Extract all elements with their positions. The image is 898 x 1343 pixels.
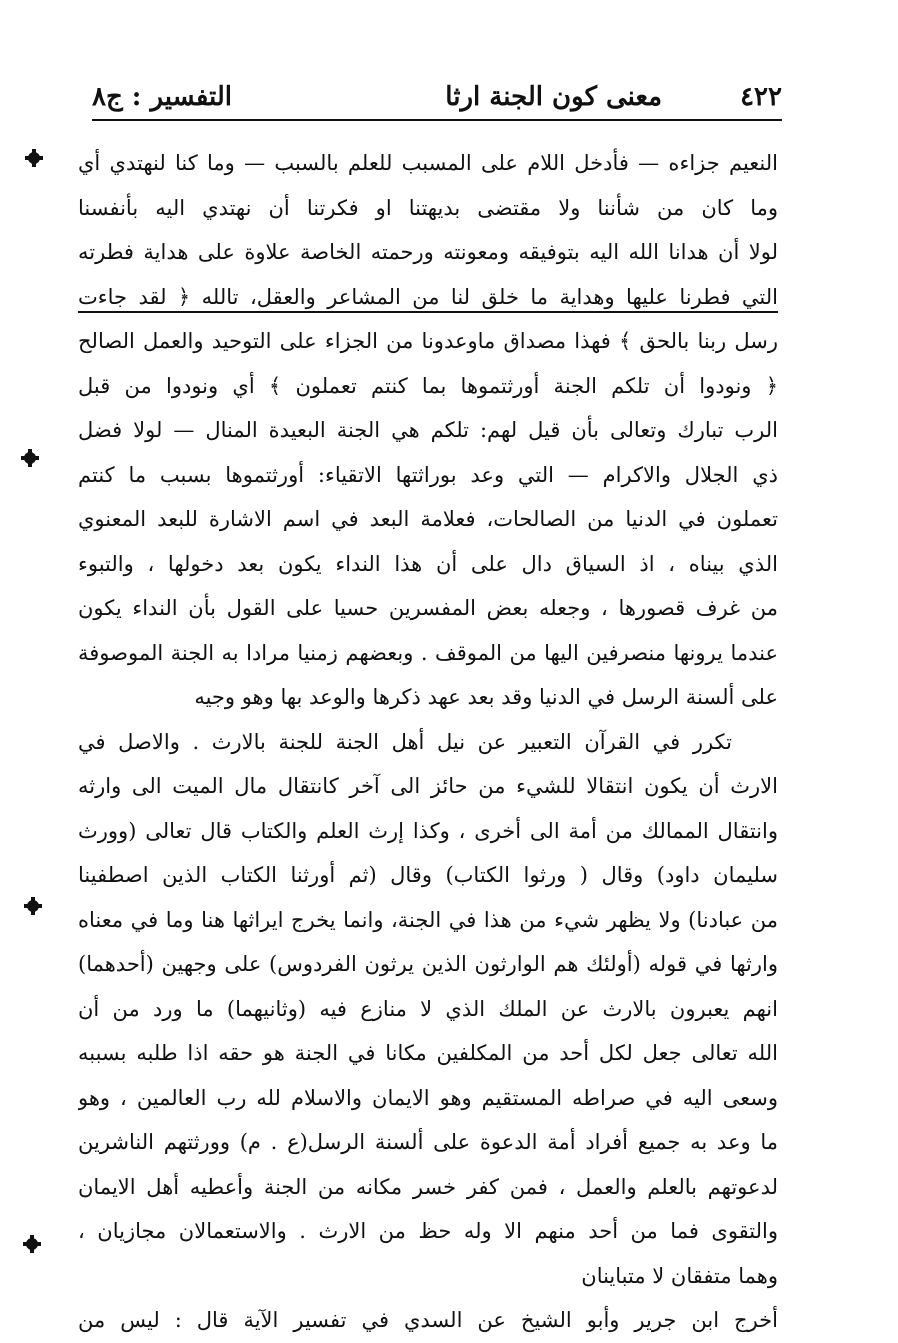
text-line: لولا أن هدانا الله اليه بتوفيقه ومعونته ورحمته الخاصة علاوة على هداية فطرته: [78, 240, 778, 264]
text-line: وهما متفقان لا متباينان: [581, 1263, 778, 1288]
text-line: تكرر في القرآن التعبير عن نيل أهل الجنة للجنة بالارث . والاصل في: [78, 729, 732, 754]
text-line: وارثها في قوله (أولئك هم الوارثون الذين يرثون الفردوس) على وجهين (أحدهما): [78, 952, 778, 976]
text-line: الارث أن يكون انتقالا للشيء من حائز الى آخر كانتقال مال الميت الى وارثه: [78, 774, 778, 798]
text-line: وانتقال الممالك من أمة الى أخرى ، وكذا إرث العلم والكتاب قال تعالى (وورث: [78, 818, 778, 843]
text-line: الذي بيناه ، اذ السياق دال على أن هذا النداء يكون بعد دخولها ، والتبوء: [78, 551, 778, 576]
text-line: ما وعد به جميع أفراد أمة الدعوة على ألسنة الرسل(ع . م) وورثتهم الناشرين: [78, 1130, 778, 1154]
text-line: من غرف قصورها ، وجعله بعض المفسرين حسيا على القول بأن النداء يكون: [78, 596, 778, 620]
body-text: [78, 141, 778, 1343]
running-header: [92, 78, 782, 118]
text-line: الله تعالى جعل لكل أحد من المكلفين مكانا في الجنة هو حقه اذا طلبه بسببه: [78, 1041, 778, 1065]
running-title: معنى كون الجنة ارثا: [445, 82, 662, 112]
margin-ink-blot: [28, 152, 40, 164]
text-line: من عبادنا) ولا يظهر شيء من هذا في الجنة، وانما يخرج ايراثها هنا وما في معناه: [78, 907, 778, 932]
page-number: ٤٢٢: [740, 82, 782, 112]
margin-ink-blot: [24, 452, 36, 464]
text-line: التي فطرنا عليها وهداية ما خلق لنا من المشاعر والعقل، تالله ﴿ لقد جاءت: [78, 284, 778, 309]
text-line: والتقوى فما من أحد منهم الا وله حظ من الارث . والاستعمالان مجازيان ،: [78, 1219, 778, 1243]
book-volume-reference: التفسير : ج٨: [92, 82, 232, 112]
text-line: ذي الجلال والاكرام — التي وعد بوراثتها الاتقياء: أورثتموها بسبب ما كنتم: [78, 462, 778, 487]
text-line: ﴿ ونودوا أن تلكم الجنة أورثتموها بما كنتم تعملون ﴾ أي ونودوا من قبل: [78, 373, 778, 398]
text-line: لدعوتهم بالعلم والعمل ، فمن كفر خسر مكانه من الجنة وأعطيه أهل الايمان: [78, 1174, 778, 1199]
text-line: تعملون في الدنيا من الصالحات، فعلامة البعد في اسم الاشارة للبعد المعنوي: [78, 507, 778, 531]
header-rule: [92, 119, 782, 121]
margin-ink-blot: [26, 1238, 38, 1250]
text-line: وما كان من شأننا ولا مقتضى بديهتنا او فكرتنا أن نهتدي اليه بأنفسنا: [78, 195, 778, 220]
text-line: أخرج ابن جرير وأبو الشيخ عن السدي في تفسير الآية قال : ليس من: [78, 1308, 778, 1332]
margin-ink-blot: [27, 900, 39, 912]
text-line: على ألسنة الرسل في الدنيا وقد بعد عهد ذكرها والوعد بها وهو وجيه: [194, 685, 778, 709]
text-line: انهم يعبرون بالارث عن الملك الذي لا منازع فيه (وثانيهما) ما ورد من أن: [78, 996, 778, 1021]
text-line: النعيم جزاءه — فأدخل اللام على المسبب للعلم بالسبب — وما كنا لنهتدي أي: [78, 151, 778, 175]
text-line: عندما يرونها منصرفين اليها من الموقف . وبعضهم زمنيا مرادا به الجنة الموصوفة: [78, 640, 778, 665]
text-line: رسل ربنا بالحق ﴾ فهذا مصداق ماوعدونا من الجزاء على التوحيد والعمل الصالح: [78, 329, 778, 353]
text-line: وسعى اليه في صراطه المستقيم وهو الايمان والاسلام لله رب العالمين ، وهو: [78, 1085, 778, 1110]
text-line: الرب تبارك وتعالى بأن قيل لهم: تلكم هي الجنة البعيدة المنال — لولا فضل: [78, 418, 778, 442]
text-line: سليمان داود) وقال ( ورثوا الكتاب) وقال (ثم أورثنا الكتاب الذين اصطفينا: [78, 863, 778, 887]
